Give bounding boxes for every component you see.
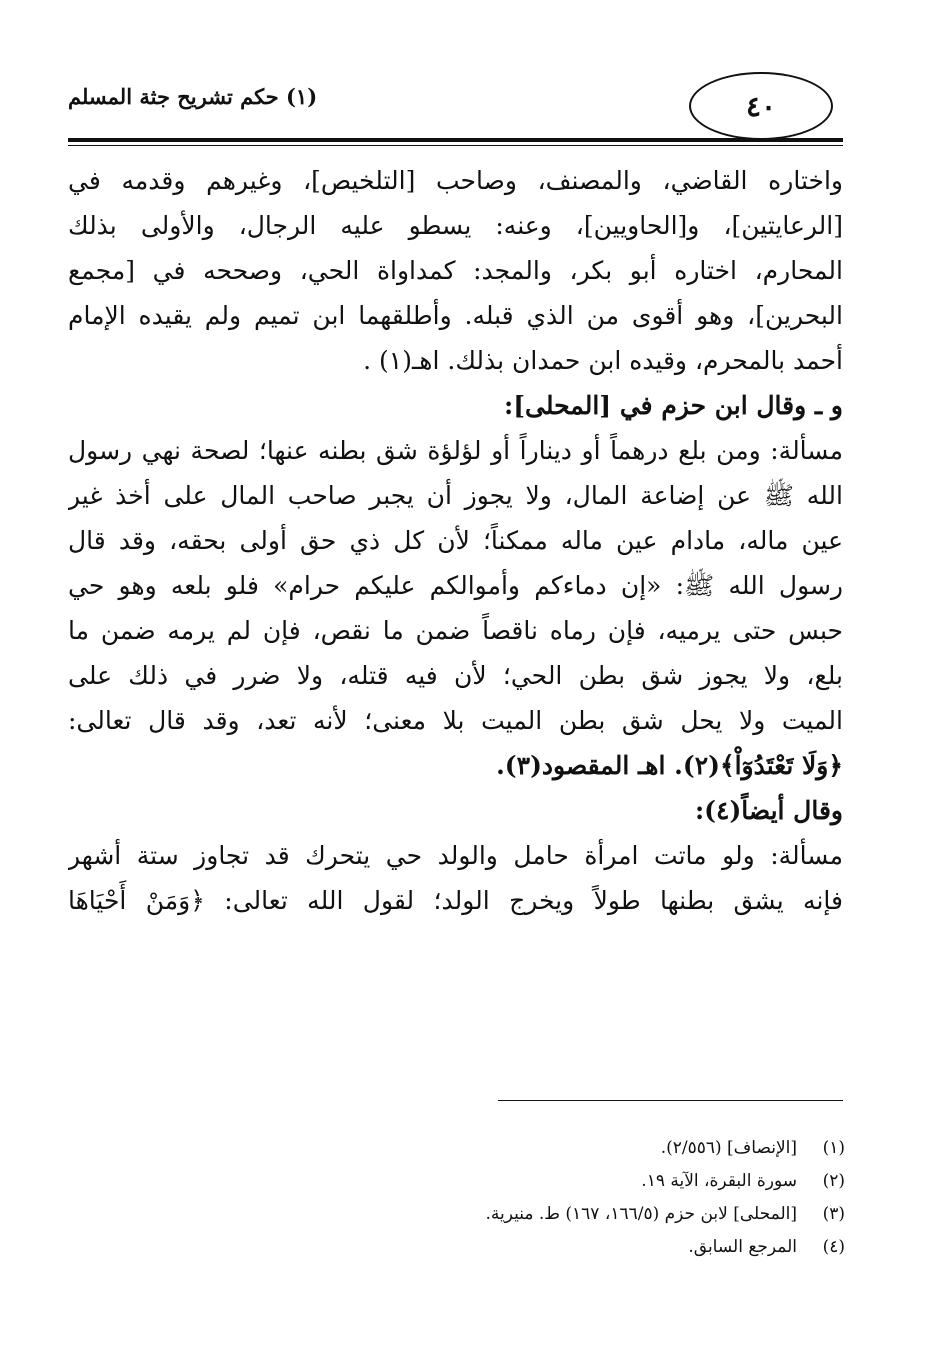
text-line-17: فإنه يشق بطنها طولاً ويخرج الولد؛ لقول الله تعالى: ﴿وَمَنْ أَحْيَاهَا (68, 886, 843, 915)
running-title: (١) حكم تشريح جثة المسلم (68, 84, 318, 109)
quran-verse-line: ﴿وَلَا تَعْتَدُوٓاْ﴾(٢). اهـ المقصود(٣). (496, 751, 843, 780)
text-line-12: بلع، ولا يجوز شق بطن الحي؛ لأن فيه قتله، ولا ضرر في ذلك على (68, 661, 843, 690)
text-line-11: حبس حتى يرميه، فإن رماه ناقصاً ضمن ما نقص، فإن لم يرمه ضمن ما (68, 616, 843, 645)
section-heading-ibn-hazm: و ـ وقال ابن حزم في [المحلى]: (503, 391, 843, 420)
page-header (68, 72, 843, 147)
footnote-text: [المحلى] لابن حزم (١٦٦/٥، ١٦٧) ط. منيرية. (485, 1204, 797, 1224)
footnote-text: سورة البقرة، الآية ١٩. (641, 1171, 797, 1191)
footnote-separator (498, 1100, 843, 1101)
footnote-1 (145, 1132, 845, 1165)
footnote-number: (٤) (822, 1237, 845, 1257)
text-line-8: الله ﷺ عن إضاعة المال، ولا يجوز أن يجبر صاحب المال على أخذ غير (68, 481, 843, 510)
text-line-2: [الرعايتين]، و[الحاويين]، وعنه: يسطو عليه الرجال، والأولى بذلك (68, 211, 843, 240)
footnote-number: (٢) (822, 1171, 845, 1191)
footnote-3 (145, 1198, 845, 1231)
header-rule-thin (68, 145, 843, 146)
footnote-number: (٣) (822, 1204, 845, 1224)
footnote-text: [الإنصاف] (٢/٥٥٦). (660, 1138, 797, 1158)
text-line-1: واختاره القاضي، والمصنف، وصاحب [التلخيص]، وغيرهم وقدمه في (68, 166, 843, 195)
text-line-3: المحارم، اختاره أبو بكر، والمجد: كمداواة الحي، وصححه في [مجمع (68, 256, 843, 285)
section-heading-also: وقال أيضاً(٤): (694, 796, 843, 825)
text-line-7: مسألة: ومن بلع درهماً أو ديناراً أو لؤلؤة شق بطنه عنها؛ لصحة نهي رسول (68, 436, 843, 465)
text-line-4: البحرين]، وهو أقوى من الذي قبله. وأطلقهما ابن تميم ولم يقيده الإمام (68, 301, 843, 330)
text-line-9: عين ماله، مادام عين ماله ممكناً؛ لأن كل ذي حق أولى بحقه، وقد قال (68, 526, 843, 555)
page-number: ٤٠ (689, 72, 833, 140)
footnote-4 (145, 1231, 845, 1264)
text-line-13: الميت ولا يحل شق بطن الميت بلا معنى؛ لأنه تعد، وقد قال تعالى: (68, 706, 843, 735)
header-rule-thick (68, 138, 843, 142)
text-line-16: مسألة: ولو ماتت امرأة حامل والولد حي يتحرك قد تجاوز ستة أشهر (68, 841, 843, 870)
text-line-5: أحمد بالمحرم، وقيده ابن حمدان بذلك. اهـ(١) . (363, 346, 843, 375)
footnote-text: المرجع السابق. (688, 1237, 797, 1257)
footnote-2 (145, 1165, 845, 1198)
body-text (68, 158, 843, 923)
footnotes (145, 1132, 845, 1264)
text-line-10: رسول الله ﷺ: «إن دماءكم وأموالكم عليكم حرام» فلو بلعه وهو حي (68, 571, 843, 600)
footnote-number: (١) (822, 1138, 845, 1158)
